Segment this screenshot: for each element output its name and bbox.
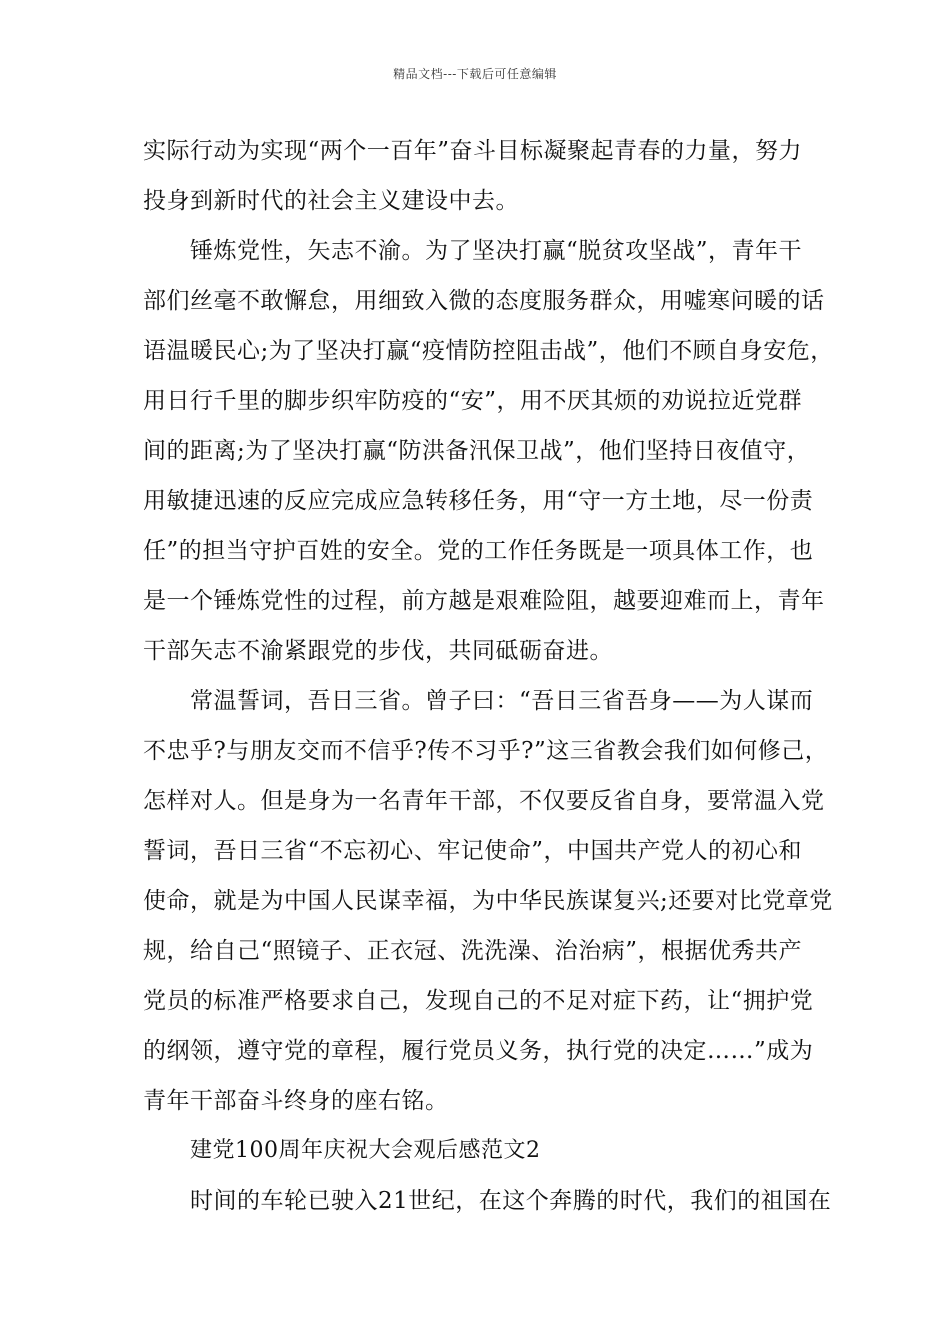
text-line: 用日行千里的脚步织牢防疫的“安”，用不厌其烦的劝说拉近党群 [143, 388, 803, 414]
text-line: 语温暖民心;为了坚决打赢“疫情防控阻击战”，他们不顾自身安危， [143, 338, 834, 364]
page-header: 精品文档---下载后可任意编辑 [393, 67, 557, 81]
text-line: 的纲领，遵守党的章程，履行党员义务，执行党的决定……”成为 [143, 1038, 814, 1064]
text-line: 用敏捷迅速的反应完成应急转移任务，用“守一方土地，尽一份责 [143, 488, 814, 514]
text-line: 干部矢志不渝紧跟党的步伐，共同砥砺奋进。 [143, 638, 613, 664]
text-line: 誓词，吾日三省“不忘初心、牢记使命”，中国共产党人的初心和 [143, 838, 803, 864]
paragraph-start-line: 锤炼党性，矢志不渝。为了坚决打赢“脱贫攻坚战”，青年干 [190, 238, 803, 264]
text-line: 投身到新时代的社会主义建设中去。 [143, 188, 519, 214]
text-line: 青年干部奋斗终身的座右铭。 [143, 1088, 449, 1114]
text-line: 部们丝毫不敢懈怠，用细致入微的态度服务群众，用嘘寒问暖的话 [143, 288, 825, 314]
text-line: 实际行动为实现“两个一百年”奋斗目标凝聚起青春的力量，努力 [143, 138, 803, 164]
paragraph-start-line: 常温誓词，吾日三省。曾子曰：“吾日三省吾身——为人谋而 [190, 688, 814, 714]
text-line: 间的距离;为了坚决打赢“防洪备汛保卫战”，他们坚持日夜值守， [143, 438, 811, 464]
paragraph-start-line: 时间的车轮已驶入21世纪，在这个奔腾的时代，我们的祖国在 [190, 1188, 832, 1214]
text-line: 任”的担当守护百姓的安全。党的工作任务既是一项具体工作，也 [143, 538, 814, 564]
text-line: 使命，就是为中国人民谋幸福，为中华民族谋复兴;还要对比党章党 [143, 888, 833, 914]
text-line: 是一个锤炼党性的过程，前方越是艰难险阻，越要迎难而上，青年 [143, 588, 825, 614]
text-line: 不忠乎?与朋友交而不信乎?传不习乎?”这三省教会我们如何修己， [143, 738, 829, 764]
text-line: 规，给自己“照镜子、正衣冠、洗洗澡、治治病”，根据优秀共产 [143, 938, 803, 964]
section-title: 建党100周年庆祝大会观后感范文2 [190, 1138, 541, 1163]
text-line: 怎样对人。但是身为一名青年干部，不仅要反省自身，要常温入党 [143, 788, 825, 814]
text-line: 党员的标准严格要求自己，发现自己的不足对症下药，让“拥护党 [143, 988, 814, 1014]
